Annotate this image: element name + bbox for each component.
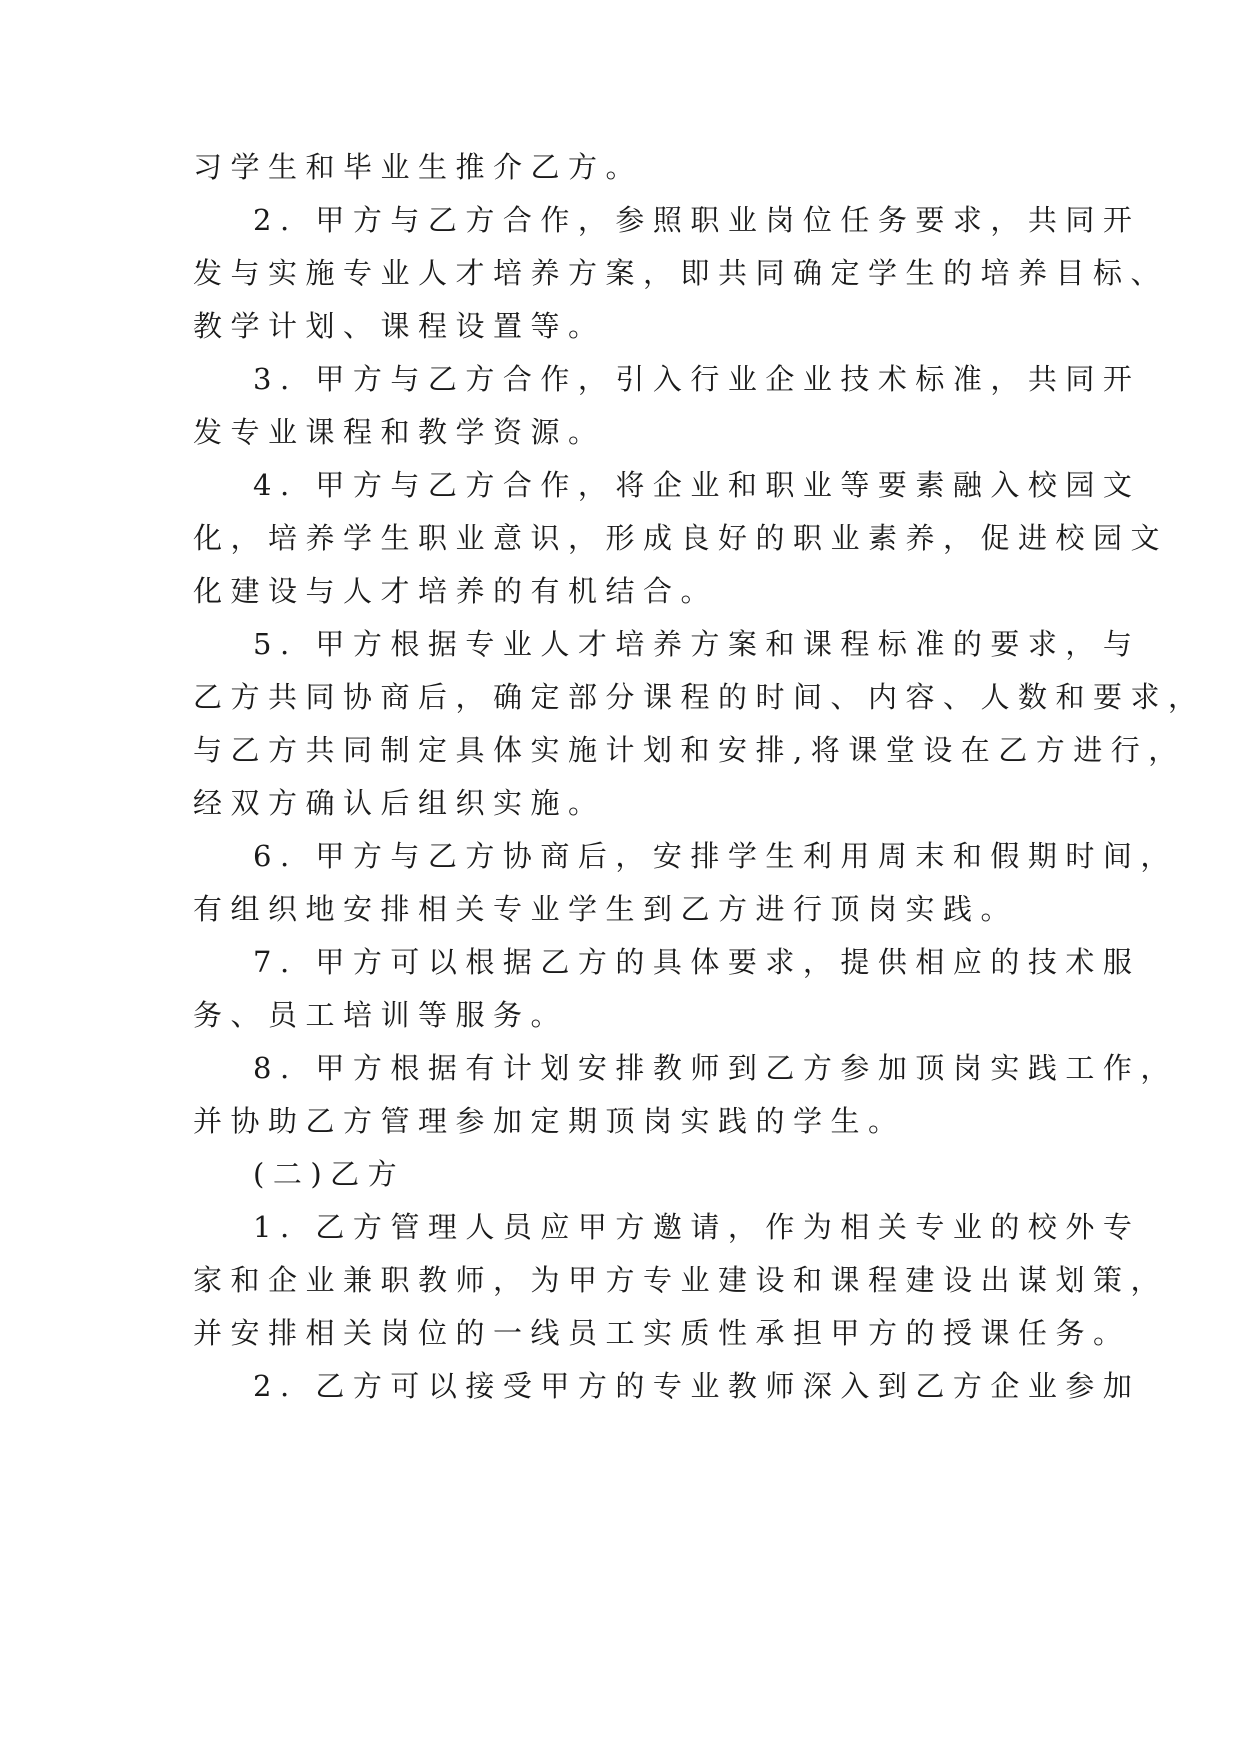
text-line: 与乙方共同制定具体实施计划和安排,将课堂设在乙方进行， [193,733,1186,767]
text-line: 发与实施专业人才培养方案，即共同确定学生的培养目标、 [193,256,1169,290]
text-line: 7. 甲方可以根据乙方的具体要求，提供相应的技术服 [253,945,1141,979]
text-line: 乙方共同协商后，确定部分课程的时间、内容、人数和要求， [193,680,1206,714]
text-line: 习学生和毕业生推介乙方。 [193,150,644,184]
text-line: 3. 甲方与乙方合作，引入行业企业技术标准，共同开 [253,362,1141,396]
text-line: 化，培养学生职业意识，形成良好的职业素养，促进校园文 [193,521,1169,555]
text-line: 并协助乙方管理参加定期顶岗实践的学生。 [193,1104,906,1138]
text-line: 5. 甲方根据专业人才培养方案和课程标准的要求，与 [253,627,1141,661]
text-line: 有组织地安排相关专业学生到乙方进行顶岗实践。 [193,892,1019,926]
text-line: 6. 甲方与乙方协商后，安排学生利用周末和假期时间， [253,839,1178,873]
text-line: 家和企业兼职教师，为甲方专业建设和课程建设出谋划策， [193,1263,1169,1297]
text-line: 8. 甲方根据有计划安排教师到乙方参加顶岗实践工作， [253,1051,1178,1085]
text-line: 并安排相关岗位的一线员工实质性承担甲方的授课任务。 [193,1316,1131,1350]
text-line: 务、员工培训等服务。 [193,998,569,1032]
text-line: 教学计划、课程设置等。 [193,309,606,343]
text-line: 经双方确认后组织实施。 [193,786,606,820]
text-line: 2. 乙方可以接受甲方的专业教师深入到乙方企业参加 [253,1369,1141,1403]
text-line: 发专业课程和教学资源。 [193,415,606,449]
text-line: 4. 甲方与乙方合作，将企业和职业等要素融入校园文 [253,468,1141,502]
text-line: 1. 乙方管理人员应甲方邀请，作为相关专业的校外专 [253,1210,1141,1244]
text-line: 2. 甲方与乙方合作，参照职业岗位任务要求，共同开 [253,203,1141,237]
text-line: 化建设与人才培养的有机结合。 [193,574,719,608]
section-heading: (二)乙方 [253,1157,406,1191]
